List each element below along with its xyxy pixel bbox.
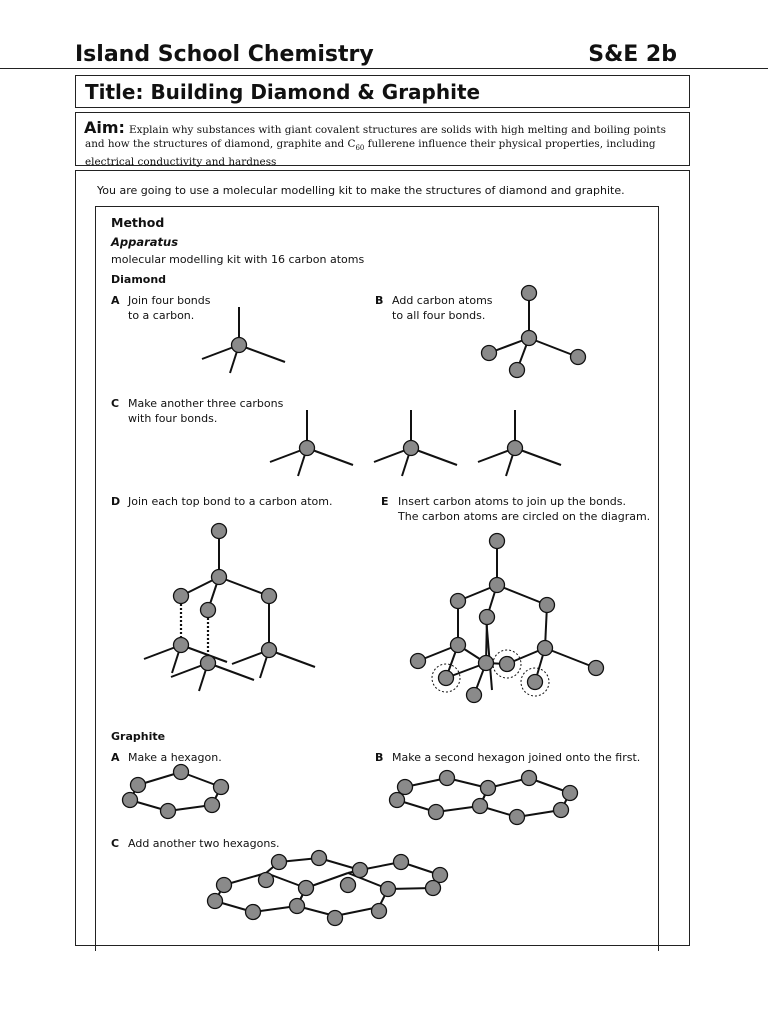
diamond-e-atom-f1 [411, 654, 426, 669]
graphite-c-atom-13 [394, 855, 409, 870]
worksheet-title: Title: Building Diamond & Graphite [85, 80, 481, 104]
graphite-b-atom-1 [440, 771, 455, 786]
graphite-c-atom-6 [341, 878, 356, 893]
step-c-line2: with four bonds. [128, 412, 218, 425]
graphite-b-atom-0 [398, 780, 413, 795]
diamond-b-top-atom [522, 286, 537, 301]
graphite-b-atom-4 [429, 805, 444, 820]
diamond-e-atom-t [490, 534, 505, 549]
graphite-c-atom-0 [217, 878, 232, 893]
diamond-e-atom-c [490, 578, 505, 593]
diamond-b-bottom-atom [510, 363, 525, 378]
diamond-c2-center-atom [404, 441, 419, 456]
graphite-letter-a: A [111, 751, 120, 764]
step-b-line1: Add carbon atoms [392, 294, 493, 307]
step-b-line2: to all four bonds. [392, 309, 486, 322]
step-e-line2: The carbon atoms are circled on the diagram. [398, 510, 651, 523]
graphite-a-atom-0 [131, 778, 146, 793]
diamond-e-atom-r2 [538, 641, 553, 656]
graphite-c-atom-11 [312, 851, 327, 866]
step-letter-d: D [111, 495, 121, 508]
step-e-line1: Insert carbon atoms to join up the bonds. [398, 495, 627, 508]
graphite-a-atom-2 [214, 780, 229, 795]
apparatus-heading: Apparatus [111, 235, 179, 249]
diamond-e-atom-l [451, 594, 466, 609]
diamond-e-bond-12 [545, 648, 596, 668]
graphite-c-atom-9 [328, 911, 343, 926]
diamond-d-top-atom [212, 524, 227, 539]
step-d-line1: Join each top bond to a carbon atom. [128, 495, 333, 508]
aim-text-part1: Explain why substances with giant covalent structures are solids with high melting and boiling points and how the structures of diamond, graphite and C [85, 124, 666, 150]
apparatus-text: molecular modelling kit with 16 carbon atoms [111, 253, 365, 266]
aim-label: Aim: [84, 118, 125, 137]
step-letter-c: C [111, 397, 120, 410]
diamond-c3-center-atom [508, 441, 523, 456]
diamond-d-atom [174, 638, 189, 653]
diamond-heading: Diamond [111, 273, 167, 286]
intro-text: You are going to use a molecular modelling kit to make the structures of diamond and graphite. [97, 184, 625, 197]
graphite-b-atom-2 [481, 781, 496, 796]
graphite-b-text: Make a second hexagon joined onto the first. [392, 751, 641, 764]
aim-subscript: 60 [355, 144, 365, 153]
diamond-d-atom [201, 656, 216, 671]
graphite-c-atom-10 [272, 855, 287, 870]
diamond-e-atom-m [480, 610, 495, 625]
graphite-b-atom-6 [522, 771, 537, 786]
worksheet-code: S&E 2b [588, 42, 677, 67]
diamond-b-right-atom [571, 350, 586, 365]
graphite-a-atom-1 [174, 765, 189, 780]
diamond-e-atom-b2 [528, 675, 543, 690]
step-letter-e: E [381, 495, 389, 508]
graphite-b-atom-8 [554, 803, 569, 818]
school-name: Island School Chemistry [75, 42, 374, 67]
diamond-e-atom-l2 [451, 638, 466, 653]
step-a-line2: to a carbon. [128, 309, 195, 322]
graphite-b-atom-5 [390, 793, 405, 808]
step-c-line1: Make another three carbons [128, 397, 284, 410]
diamond-e-atom-r [540, 598, 555, 613]
diamond-d-atom [262, 643, 277, 658]
graphite-c-atom-12 [353, 863, 368, 878]
graphite-letter-b: B [375, 751, 384, 764]
diamond-e-atom-b1 [467, 688, 482, 703]
step-letter-a: A [111, 294, 120, 307]
diamond-e-atom-b3 [439, 671, 454, 686]
diamond-e-atom-b4 [500, 657, 515, 672]
graphite-c-atom-7 [381, 882, 396, 897]
graphite-a-atom-5 [123, 793, 138, 808]
graphite-c-atom-5 [208, 894, 223, 909]
graphite-b-atom-9 [510, 810, 525, 825]
graphite-c-atom-8 [372, 904, 387, 919]
graphite-letter-c: C [111, 837, 120, 850]
graphite-c-atom-4 [246, 905, 261, 920]
diamond-e-atom-f2 [589, 661, 604, 676]
step-a-line1: Join four bonds [128, 294, 211, 307]
graphite-a-atom-3 [205, 798, 220, 813]
diagram-layer [123, 286, 604, 926]
graphite-heading: Graphite [111, 730, 166, 743]
diamond-d-upper-center-atom [212, 570, 227, 585]
diamond-d-atom [262, 589, 277, 604]
diamond-e-atom-m2 [479, 656, 494, 671]
graphite-c-atom-1 [259, 873, 274, 888]
method-heading: Method [111, 215, 165, 230]
graphite-c-atom-2 [299, 881, 314, 896]
diamond-b-center-atom [522, 331, 537, 346]
step-letter-b: B [375, 294, 384, 307]
graphite-a-text: Make a hexagon. [128, 751, 222, 764]
graphite-c-atom-15 [426, 881, 441, 896]
diamond-a-center-atom [232, 338, 247, 353]
diamond-d-atom [201, 603, 216, 618]
graphite-c-text: Add another two hexagons. [128, 837, 280, 850]
diamond-d-atom [174, 589, 189, 604]
graphite-b-atom-3 [473, 799, 488, 814]
diamond-c1-center-atom [300, 441, 315, 456]
graphite-c-atom-3 [290, 899, 305, 914]
diamond-b-left-atom [482, 346, 497, 361]
aim-text-part2: fullerene influence their physical properties, including electrical conductivity and hardness [85, 138, 656, 169]
graphite-b-atom-7 [563, 786, 578, 801]
graphite-a-atom-4 [161, 804, 176, 819]
